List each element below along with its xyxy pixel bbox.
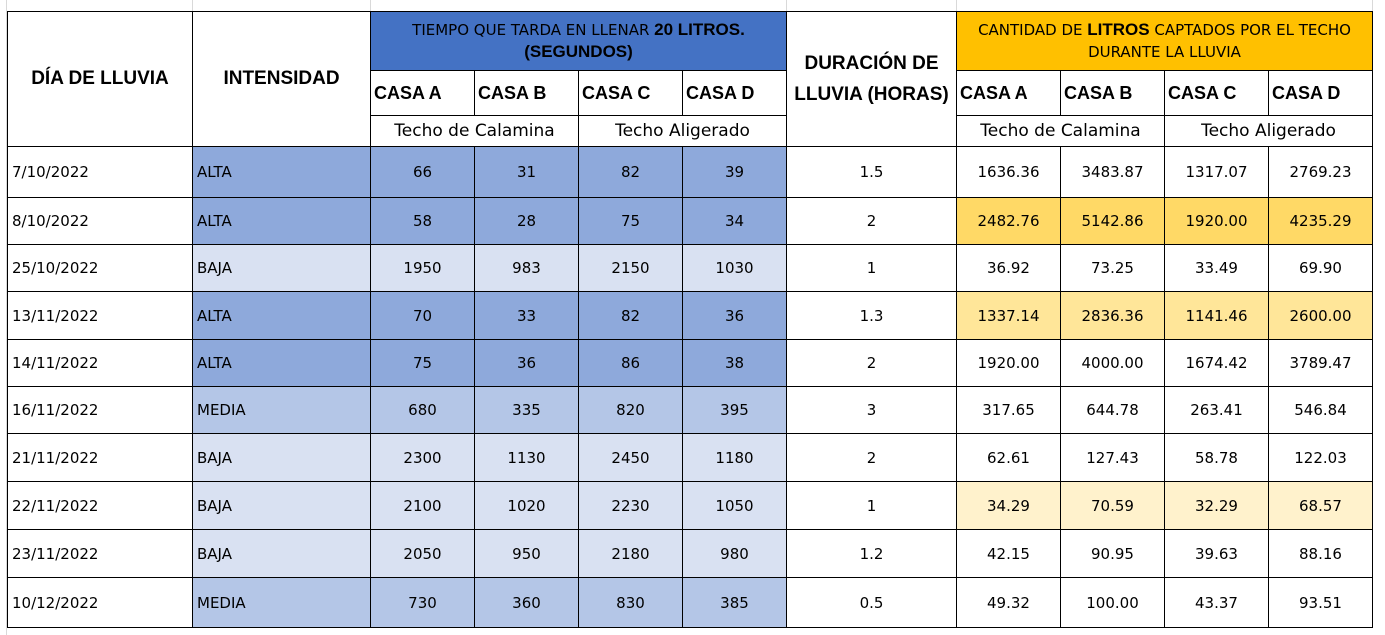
header-litros-techo-calamina[interactable]: Techo de Calamina [957,116,1165,147]
cell-intensidad[interactable]: BAJA [193,245,371,292]
cell-fecha[interactable]: 25/10/2022 [8,245,193,292]
cell-intensidad[interactable]: ALTA [193,198,371,245]
cell-tiempo-casa-d[interactable]: 36 [683,292,787,340]
cell-litros-casa-c[interactable]: 1674.42 [1165,340,1269,387]
header-litros-captados[interactable] [957,12,1373,71]
table-row [8,147,1373,198]
cell-tiempo-casa-b[interactable]: 1130 [475,434,579,482]
cell-litros-casa-d[interactable]: 2769.23 [1269,147,1373,198]
cell-tiempo-casa-c[interactable]: 75 [579,198,683,245]
cell-litros-casa-a[interactable]: 36.92 [957,245,1061,292]
cell-tiempo-casa-b[interactable]: 1020 [475,482,579,530]
header-dia-lluvia[interactable]: DÍA DE LLUVIA [8,12,193,147]
cell-litros-casa-d[interactable]: 546.84 [1269,387,1373,434]
header-tiempo-casa-a[interactable]: CASA A [371,71,475,116]
cell-duracion[interactable]: 0.5 [787,578,957,628]
table-row [8,434,1373,482]
cell-tiempo-casa-b[interactable]: 31 [475,147,579,198]
header-tiempo-unit: (SEGUNDOS) [524,42,633,61]
cell-litros-casa-b[interactable]: 644.78 [1061,387,1165,434]
cell-duracion[interactable]: 1 [787,245,957,292]
cell-fecha[interactable]: 23/11/2022 [8,530,193,578]
cell-fecha[interactable]: 13/11/2022 [8,292,193,340]
cell-litros-casa-d[interactable]: 88.16 [1269,530,1373,578]
table-row [8,578,1373,628]
header-litros-casa-c[interactable]: CASA C [1165,71,1269,116]
header-tiempo-casa-b[interactable]: CASA B [475,71,579,116]
cell-tiempo-casa-a[interactable]: 1950 [371,245,475,292]
cell-litros-casa-c[interactable]: 39.63 [1165,530,1269,578]
cell-litros-casa-d[interactable]: 2600.00 [1269,292,1373,340]
table-row [8,198,1373,245]
cell-tiempo-casa-d[interactable]: 34 [683,198,787,245]
cell-tiempo-casa-c[interactable]: 86 [579,340,683,387]
cell-litros-casa-a[interactable]: 62.61 [957,434,1061,482]
cell-tiempo-casa-a[interactable]: 58 [371,198,475,245]
cell-duracion[interactable]: 2 [787,198,957,245]
cell-litros-casa-b[interactable]: 90.95 [1061,530,1165,578]
cell-litros-casa-b[interactable]: 70.59 [1061,482,1165,530]
header-litros-casa-b[interactable]: CASA B [1061,71,1165,116]
header-tiempo-20-litros[interactable] [371,12,787,71]
cell-litros-casa-b[interactable]: 100.00 [1061,578,1165,628]
cell-fecha[interactable]: 16/11/2022 [8,387,193,434]
header-intensidad[interactable]: INTENSIDAD [193,12,371,147]
cell-tiempo-casa-d[interactable]: 1030 [683,245,787,292]
cell-fecha[interactable]: 14/11/2022 [8,340,193,387]
cell-fecha[interactable]: 8/10/2022 [8,198,193,245]
cell-duracion[interactable]: 1.2 [787,530,957,578]
cell-litros-casa-a[interactable]: 49.32 [957,578,1061,628]
cell-tiempo-casa-a[interactable]: 2300 [371,434,475,482]
cell-intensidad[interactable]: BAJA [193,530,371,578]
header-cantidad-bold: LITROS [1087,20,1150,39]
cell-duracion[interactable]: 3 [787,387,957,434]
cell-duracion[interactable]: 2 [787,340,957,387]
cell-tiempo-casa-c[interactable]: 2180 [579,530,683,578]
header-litros-techo-aligerado[interactable]: Techo Aligerado [1165,116,1373,147]
cell-tiempo-casa-a[interactable]: 730 [371,578,475,628]
cell-litros-casa-b[interactable]: 3483.87 [1061,147,1165,198]
cell-tiempo-casa-a[interactable]: 75 [371,340,475,387]
cell-litros-casa-b[interactable]: 127.43 [1061,434,1165,482]
cell-litros-casa-d[interactable]: 93.51 [1269,578,1373,628]
cell-tiempo-casa-c[interactable]: 2230 [579,482,683,530]
cell-duracion[interactable]: 1.5 [787,147,957,198]
cell-litros-casa-a[interactable]: 42.15 [957,530,1061,578]
header-tiempo-techo-aligerado[interactable]: Techo Aligerado [579,116,787,147]
cell-intensidad[interactable]: BAJA [193,482,371,530]
cell-litros-casa-b[interactable]: 73.25 [1061,245,1165,292]
header-litros-casa-d[interactable]: CASA D [1269,71,1373,116]
header-tiempo-techo-calamina[interactable]: Techo de Calamina [371,116,579,147]
cell-intensidad[interactable]: MEDIA [193,387,371,434]
cell-litros-casa-c[interactable]: 1141.46 [1165,292,1269,340]
table-row [8,530,1373,578]
cell-fecha[interactable]: 7/10/2022 [8,147,193,198]
cell-litros-casa-c[interactable]: 33.49 [1165,245,1269,292]
header-tiempo-casa-d[interactable]: CASA D [683,71,787,116]
rain-data-table [7,11,1373,628]
cell-tiempo-casa-b[interactable]: 983 [475,245,579,292]
cell-tiempo-casa-b[interactable]: 360 [475,578,579,628]
cell-litros-casa-a[interactable]: 317.65 [957,387,1061,434]
cell-tiempo-casa-d[interactable]: 385 [683,578,787,628]
cell-litros-casa-c[interactable]: 43.37 [1165,578,1269,628]
table-row [8,482,1373,530]
header-duracion-text: DURACIÓN DE LLUVIA (HORAS) [794,53,949,105]
cell-intensidad[interactable]: ALTA [193,292,371,340]
cell-litros-casa-c[interactable]: 32.29 [1165,482,1269,530]
cell-fecha[interactable]: 21/11/2022 [8,434,193,482]
cell-tiempo-casa-d[interactable]: 39 [683,147,787,198]
cell-tiempo-casa-a[interactable]: 2100 [371,482,475,530]
header-cantidad-text: CANTIDAD DE [978,21,1088,39]
cell-tiempo-casa-a[interactable]: 680 [371,387,475,434]
cell-duracion[interactable]: 2 [787,434,957,482]
cell-litros-casa-a[interactable]: 1337.14 [957,292,1061,340]
cell-tiempo-casa-c[interactable]: 82 [579,147,683,198]
cell-litros-casa-d[interactable]: 4235.29 [1269,198,1373,245]
cell-litros-casa-d[interactable]: 69.90 [1269,245,1373,292]
cell-tiempo-casa-c[interactable]: 82 [579,292,683,340]
table-row [8,245,1373,292]
cell-litros-casa-d[interactable]: 3789.47 [1269,340,1373,387]
cell-duracion[interactable]: 1.3 [787,292,957,340]
cell-tiempo-casa-a[interactable]: 70 [371,292,475,340]
cell-tiempo-casa-c[interactable]: 830 [579,578,683,628]
cell-tiempo-casa-b[interactable]: 950 [475,530,579,578]
cell-intensidad[interactable]: ALTA [193,340,371,387]
cell-fecha[interactable]: 10/12/2022 [8,578,193,628]
cell-litros-casa-c[interactable]: 58.78 [1165,434,1269,482]
cell-litros-casa-c[interactable]: 1317.07 [1165,147,1269,198]
table-row [8,292,1373,340]
cell-tiempo-casa-c[interactable]: 2150 [579,245,683,292]
cell-intensidad[interactable]: BAJA [193,434,371,482]
header-cantidad-rest: CAPTADOS POR EL TECHO DURANTE LA LLUVIA [1088,21,1351,61]
cell-tiempo-casa-a[interactable]: 66 [371,147,475,198]
cell-litros-casa-c[interactable]: 1920.00 [1165,198,1269,245]
cell-tiempo-casa-d[interactable]: 395 [683,387,787,434]
sheet-gridline [1372,0,1373,11]
sheet-gridline [786,0,787,11]
header-duracion-lluvia[interactable] [787,12,957,147]
cell-intensidad[interactable]: MEDIA [193,578,371,628]
sheet-gridline [192,0,193,11]
cell-tiempo-casa-c[interactable]: 2450 [579,434,683,482]
cell-tiempo-casa-d[interactable]: 980 [683,530,787,578]
cell-intensidad[interactable]: ALTA [193,147,371,198]
cell-litros-casa-d[interactable]: 122.03 [1269,434,1373,482]
table-row [8,340,1373,387]
cell-litros-casa-b[interactable]: 5142.86 [1061,198,1165,245]
cell-tiempo-casa-d[interactable]: 1180 [683,434,787,482]
cell-litros-casa-d[interactable]: 68.57 [1269,482,1373,530]
cell-fecha[interactable]: 22/11/2022 [8,482,193,530]
cell-tiempo-casa-b[interactable]: 335 [475,387,579,434]
cell-tiempo-casa-b[interactable]: 28 [475,198,579,245]
sheet-gridline [956,0,957,11]
cell-tiempo-casa-d[interactable]: 38 [683,340,787,387]
cell-litros-casa-b[interactable]: 2836.36 [1061,292,1165,340]
cell-litros-casa-c[interactable]: 263.41 [1165,387,1269,434]
cell-tiempo-casa-a[interactable]: 2050 [371,530,475,578]
cell-tiempo-casa-c[interactable]: 820 [579,387,683,434]
cell-litros-casa-b[interactable]: 4000.00 [1061,340,1165,387]
cell-litros-casa-a[interactable]: 2482.76 [957,198,1061,245]
header-litros-casa-a[interactable]: CASA A [957,71,1061,116]
cell-litros-casa-a[interactable]: 1636.36 [957,147,1061,198]
cell-tiempo-casa-b[interactable]: 33 [475,292,579,340]
header-tiempo-text: TIEMPO QUE TARDA EN LLENAR [412,21,655,39]
cell-tiempo-casa-b[interactable]: 36 [475,340,579,387]
sheet-gridline [370,0,371,11]
cell-litros-casa-a[interactable]: 34.29 [957,482,1061,530]
table-row [8,387,1373,434]
header-tiempo-bold: 20 LITROS. [654,20,745,39]
header-tiempo-casa-c[interactable]: CASA C [579,71,683,116]
cell-tiempo-casa-d[interactable]: 1050 [683,482,787,530]
cell-litros-casa-a[interactable]: 1920.00 [957,340,1061,387]
cell-duracion[interactable]: 1 [787,482,957,530]
